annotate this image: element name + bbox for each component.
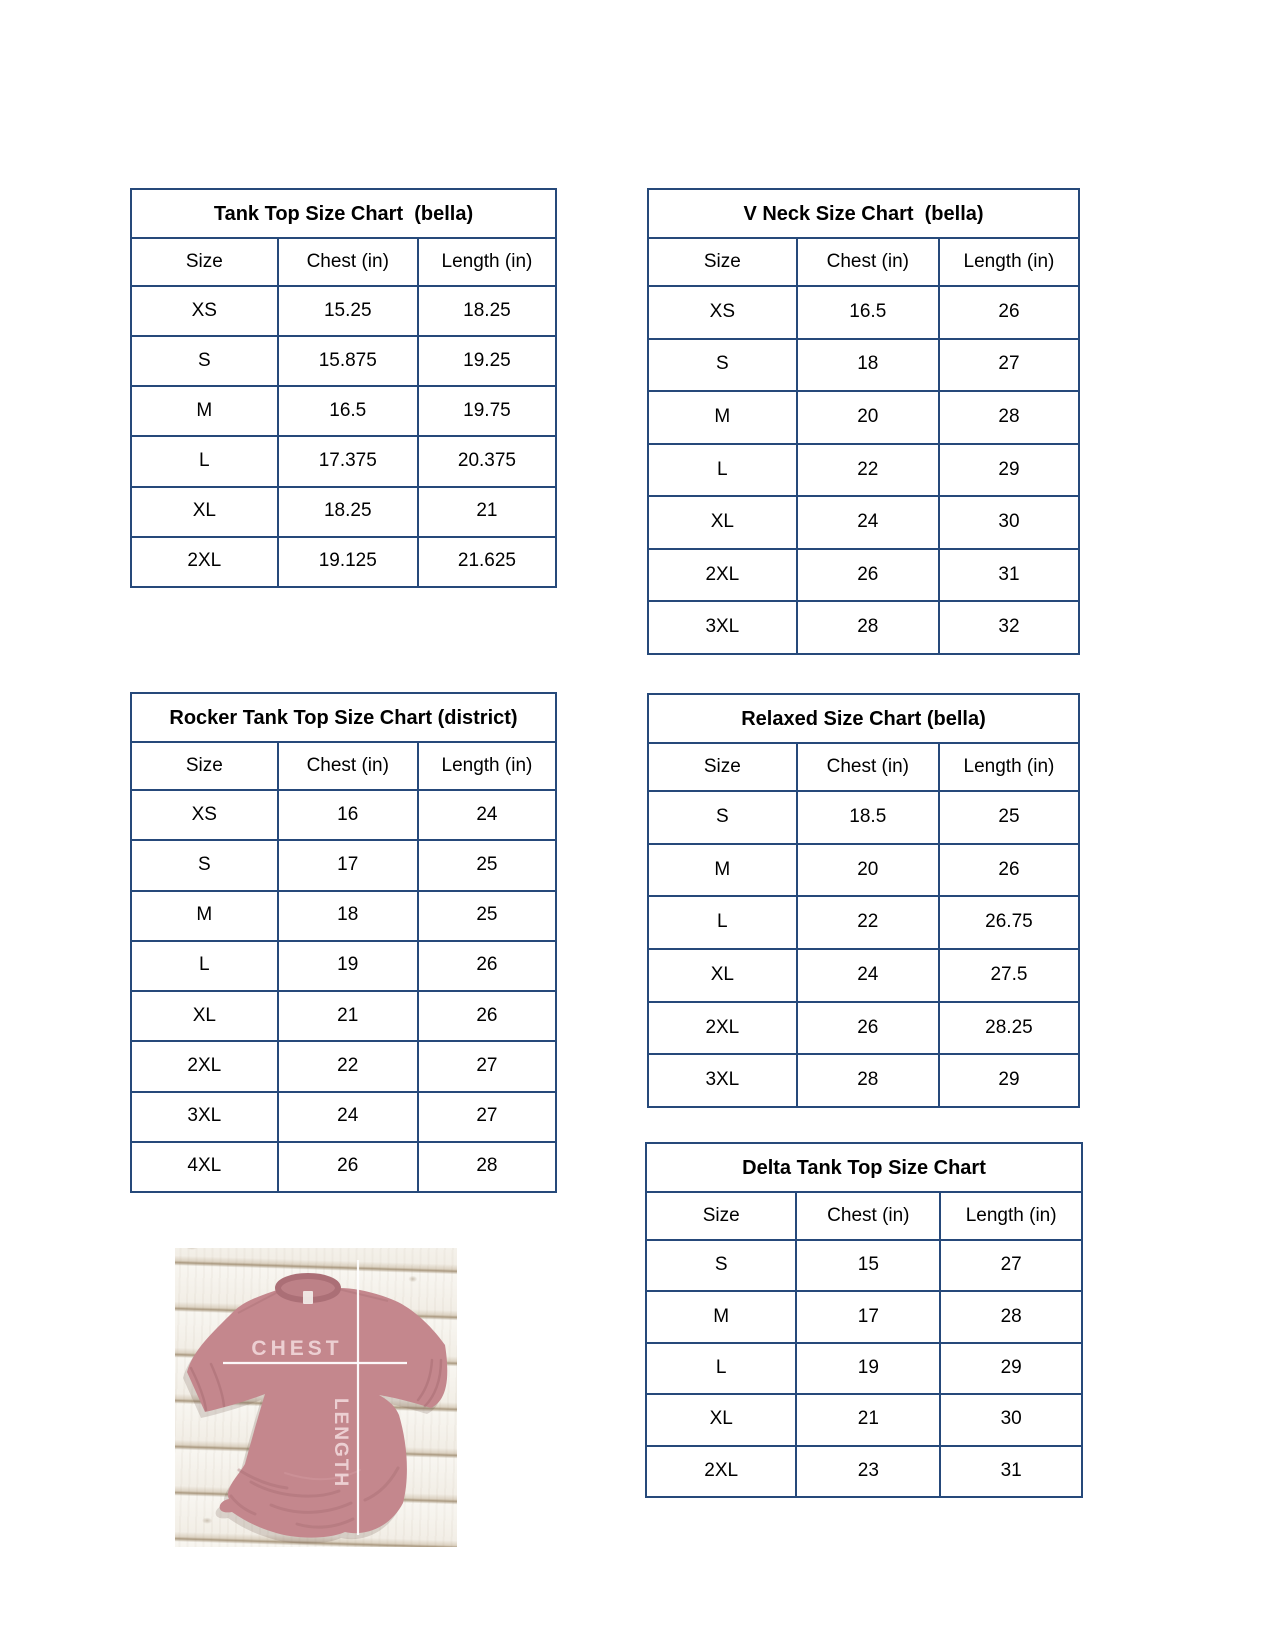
table-row — [648, 896, 1079, 949]
table-header-row — [131, 238, 556, 286]
chest-cell: 26 — [797, 1002, 939, 1055]
chest-cell: 21 — [796, 1394, 940, 1445]
size-cell: XL — [131, 487, 278, 537]
chest-cell: 16 — [278, 790, 418, 840]
column-header: Chest (in) — [797, 743, 939, 791]
delta-tank-top-size-chart-table — [645, 1142, 1083, 1498]
chest-cell: 28 — [797, 601, 939, 654]
chest-cell: 18.25 — [278, 487, 418, 537]
table-row — [131, 537, 556, 587]
tank-top-size-chart-table — [130, 188, 557, 588]
chest-cell: 16.5 — [278, 386, 418, 436]
chest-cell: 15.875 — [278, 336, 418, 386]
table-row — [131, 386, 556, 436]
chest-cell: 22 — [278, 1041, 418, 1091]
tshirt-graphic — [175, 1248, 457, 1547]
size-cell: L — [131, 941, 278, 991]
table-header-row — [131, 742, 556, 790]
v-neck-bella-grid — [647, 188, 1080, 655]
length-cell: 30 — [939, 496, 1079, 549]
table-title-row — [131, 189, 556, 238]
column-header: Size — [131, 238, 278, 286]
length-cell: 19.25 — [418, 336, 556, 386]
chest-cell: 23 — [796, 1446, 940, 1497]
chest-cell: 28 — [797, 1054, 939, 1107]
table-row — [131, 1041, 556, 1091]
length-cell: 27.5 — [939, 949, 1079, 1002]
table-row — [648, 791, 1079, 844]
table-row — [648, 1002, 1079, 1055]
size-cell: 2XL — [648, 1002, 797, 1055]
chest-cell: 19 — [278, 941, 418, 991]
size-cell: L — [131, 436, 278, 486]
chest-cell: 22 — [797, 444, 939, 497]
table-row — [648, 339, 1079, 392]
length-cell: 26 — [418, 991, 556, 1041]
size-cell: 3XL — [131, 1092, 278, 1142]
chest-cell: 17 — [278, 840, 418, 890]
table-row — [131, 891, 556, 941]
size-cell: XL — [648, 949, 797, 1002]
length-cell: 28 — [939, 391, 1079, 444]
length-cell: 28.25 — [939, 1002, 1079, 1055]
column-header: Size — [131, 742, 278, 790]
relaxed-bella-grid — [647, 693, 1080, 1108]
table-row — [131, 336, 556, 386]
rocker-tank-top-district-grid — [130, 692, 557, 1193]
table-row — [648, 949, 1079, 1002]
column-header: Chest (in) — [278, 742, 418, 790]
size-cell: 3XL — [648, 601, 797, 654]
length-cell: 19.75 — [418, 386, 556, 436]
table-row — [131, 487, 556, 537]
column-header: Chest (in) — [797, 238, 939, 286]
length-cell: 26 — [418, 941, 556, 991]
neck-tag — [303, 1291, 313, 1304]
length-cell: 28 — [418, 1142, 556, 1192]
size-cell: S — [648, 339, 797, 392]
size-cell: S — [646, 1240, 796, 1291]
chest-cell: 22 — [797, 896, 939, 949]
table-header-row — [648, 238, 1079, 286]
size-cell: XL — [648, 496, 797, 549]
table-row — [131, 436, 556, 486]
column-header: Length (in) — [939, 238, 1079, 286]
delta-tank-top-grid — [645, 1142, 1083, 1498]
size-cell: XS — [648, 286, 797, 339]
length-cell: 20.375 — [418, 436, 556, 486]
length-cell: 26 — [939, 844, 1079, 897]
size-cell: 3XL — [648, 1054, 797, 1107]
table-header-row — [646, 1192, 1082, 1240]
size-cell: S — [131, 336, 278, 386]
length-cell: 26.75 — [939, 896, 1079, 949]
table-title: V Neck Size Chart (bella) — [648, 189, 1079, 238]
chest-cell: 18 — [797, 339, 939, 392]
length-cell: 25 — [939, 791, 1079, 844]
length-cell: 24 — [418, 790, 556, 840]
chest-cell: 24 — [797, 496, 939, 549]
table-row — [648, 1054, 1079, 1107]
column-header: Chest (in) — [796, 1192, 940, 1240]
length-cell: 27 — [939, 339, 1079, 392]
length-label: LENGTH — [330, 1398, 351, 1489]
column-header: Size — [648, 743, 797, 791]
table-row — [131, 1142, 556, 1192]
rocker-tank-top-size-chart-table — [130, 692, 557, 1193]
length-cell: 21.625 — [418, 537, 556, 587]
size-cell: XL — [646, 1394, 796, 1445]
size-cell: S — [131, 840, 278, 890]
length-cell: 25 — [418, 891, 556, 941]
chest-cell: 21 — [278, 991, 418, 1041]
chest-cell: 15.25 — [278, 286, 418, 336]
size-cell: 2XL — [131, 1041, 278, 1091]
chest-cell: 18 — [278, 891, 418, 941]
column-header: Size — [646, 1192, 796, 1240]
table-title-row — [646, 1143, 1082, 1192]
length-cell: 27 — [940, 1240, 1082, 1291]
chest-cell: 24 — [797, 949, 939, 1002]
size-cell: M — [646, 1291, 796, 1342]
length-cell: 18.25 — [418, 286, 556, 336]
length-cell: 29 — [939, 444, 1079, 497]
length-cell: 30 — [940, 1394, 1082, 1445]
column-header: Length (in) — [939, 743, 1079, 791]
size-cell: XS — [131, 790, 278, 840]
length-cell: 32 — [939, 601, 1079, 654]
size-cell: L — [646, 1343, 796, 1394]
table-row — [648, 549, 1079, 602]
chest-label: CHEST — [251, 1337, 343, 1360]
table-row — [648, 844, 1079, 897]
table-header-row — [648, 743, 1079, 791]
size-cell: M — [131, 891, 278, 941]
column-header: Size — [648, 238, 797, 286]
chest-cell: 26 — [278, 1142, 418, 1192]
size-cell: S — [648, 791, 797, 844]
table-title: Relaxed Size Chart (bella) — [648, 694, 1079, 743]
table-row — [131, 286, 556, 336]
size-cell: XL — [131, 991, 278, 1041]
length-cell: 26 — [939, 286, 1079, 339]
chest-cell: 26 — [797, 549, 939, 602]
size-cell: XS — [131, 286, 278, 336]
length-cell: 27 — [418, 1041, 556, 1091]
size-cell: M — [648, 844, 797, 897]
size-cell: 4XL — [131, 1142, 278, 1192]
tank-top-bella-grid — [130, 188, 557, 588]
table-title-row — [131, 693, 556, 742]
table-row — [648, 496, 1079, 549]
column-header: Length (in) — [418, 238, 556, 286]
column-header: Length (in) — [940, 1192, 1082, 1240]
table-row — [648, 391, 1079, 444]
length-cell: 31 — [939, 549, 1079, 602]
size-cell: L — [648, 444, 797, 497]
chest-cell: 20 — [797, 391, 939, 444]
length-cell: 21 — [418, 487, 556, 537]
table-row — [131, 991, 556, 1041]
table-row — [646, 1291, 1082, 1342]
size-cell: 2XL — [648, 549, 797, 602]
chest-cell: 15 — [796, 1240, 940, 1291]
size-cell: 2XL — [131, 537, 278, 587]
size-cell: L — [648, 896, 797, 949]
column-header: Length (in) — [418, 742, 556, 790]
chest-cell: 17.375 — [278, 436, 418, 486]
chest-cell: 24 — [278, 1092, 418, 1142]
table-row — [131, 840, 556, 890]
table-title: Delta Tank Top Size Chart — [646, 1143, 1082, 1192]
length-cell: 27 — [418, 1092, 556, 1142]
length-cell: 31 — [940, 1446, 1082, 1497]
table-row — [131, 941, 556, 991]
table-row — [131, 1092, 556, 1142]
table-row — [646, 1240, 1082, 1291]
chest-cell: 18.5 — [797, 791, 939, 844]
table-title: Rocker Tank Top Size Chart (district) — [131, 693, 556, 742]
chest-cell: 19 — [796, 1343, 940, 1394]
chest-cell: 19.125 — [278, 537, 418, 587]
table-row — [648, 601, 1079, 654]
chest-cell: 17 — [796, 1291, 940, 1342]
size-cell: M — [648, 391, 797, 444]
length-cell: 28 — [940, 1291, 1082, 1342]
length-cell: 25 — [418, 840, 556, 890]
chest-cell: 16.5 — [797, 286, 939, 339]
length-cell: 29 — [940, 1343, 1082, 1394]
table-title-row — [648, 694, 1079, 743]
table-title-row — [648, 189, 1079, 238]
table-row — [646, 1394, 1082, 1445]
column-header: Chest (in) — [278, 238, 418, 286]
table-row — [648, 444, 1079, 497]
table-row — [646, 1446, 1082, 1497]
length-cell: 29 — [939, 1054, 1079, 1107]
table-row — [646, 1343, 1082, 1394]
shirt-measurement-photo — [175, 1248, 457, 1547]
chest-cell: 20 — [797, 844, 939, 897]
size-cell: M — [131, 386, 278, 436]
table-row — [648, 286, 1079, 339]
table-title: Tank Top Size Chart (bella) — [131, 189, 556, 238]
relaxed-size-chart-table — [647, 693, 1080, 1108]
size-cell: 2XL — [646, 1446, 796, 1497]
v-neck-size-chart-table — [647, 188, 1080, 655]
table-row — [131, 790, 556, 840]
